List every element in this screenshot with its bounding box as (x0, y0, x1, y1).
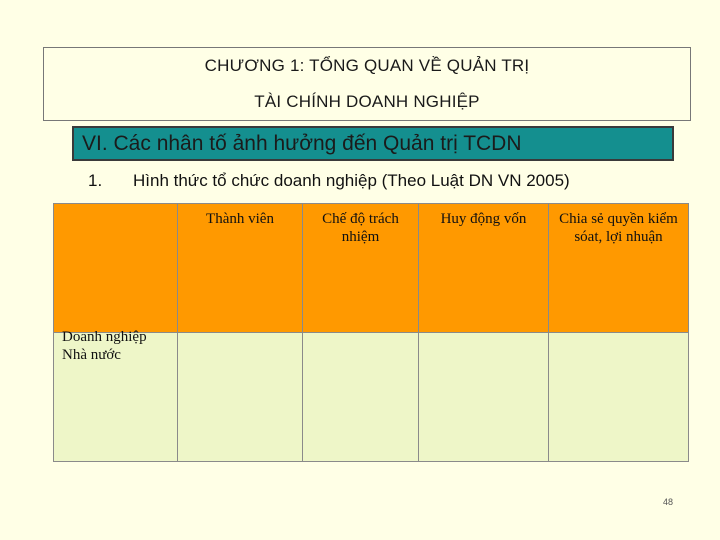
table-row-label (54, 329, 178, 462)
table-header-thanh-vien: Thành viên (178, 204, 303, 333)
table-header-huy-dong-von: Huy động vốn (419, 204, 549, 333)
row-label-line-2: Nhà nước (62, 347, 121, 363)
table-cell (419, 333, 549, 462)
page-number: 48 (663, 497, 674, 507)
table-header-row (54, 204, 689, 333)
table-cell (303, 333, 419, 462)
section-heading: VI. Các nhân tố ảnh hưởng đến Quản trị TCDN (72, 126, 674, 161)
chapter-title-box (43, 47, 691, 121)
table-header-chia-se-quyen: Chia sẻ quyền kiểm sóat, lợi nhuận (549, 204, 689, 333)
table-header-cell-empty (54, 204, 178, 333)
chapter-title-line-1: CHƯƠNG 1: TỔNG QUAN VỀ QUẢN TRỊ (204, 56, 530, 75)
table-row (54, 333, 689, 462)
subheading-text: Hình thức tổ chức doanh nghiệp (Theo Luật DN VN 2005) (133, 171, 570, 190)
row-label-text (62, 328, 177, 364)
row-label-line-1: Doanh nghiệp (62, 329, 147, 345)
chapter-title-line-2: TÀI CHÍNH DOANH NGHIỆP (254, 92, 480, 111)
table-cell (178, 333, 303, 462)
table-cell (549, 333, 689, 462)
table-header-che-do-trach-nhiem: Chế độ trách nhiệm (303, 204, 419, 333)
enterprise-forms-table (53, 203, 689, 462)
subheading-number: 1. (88, 171, 103, 190)
